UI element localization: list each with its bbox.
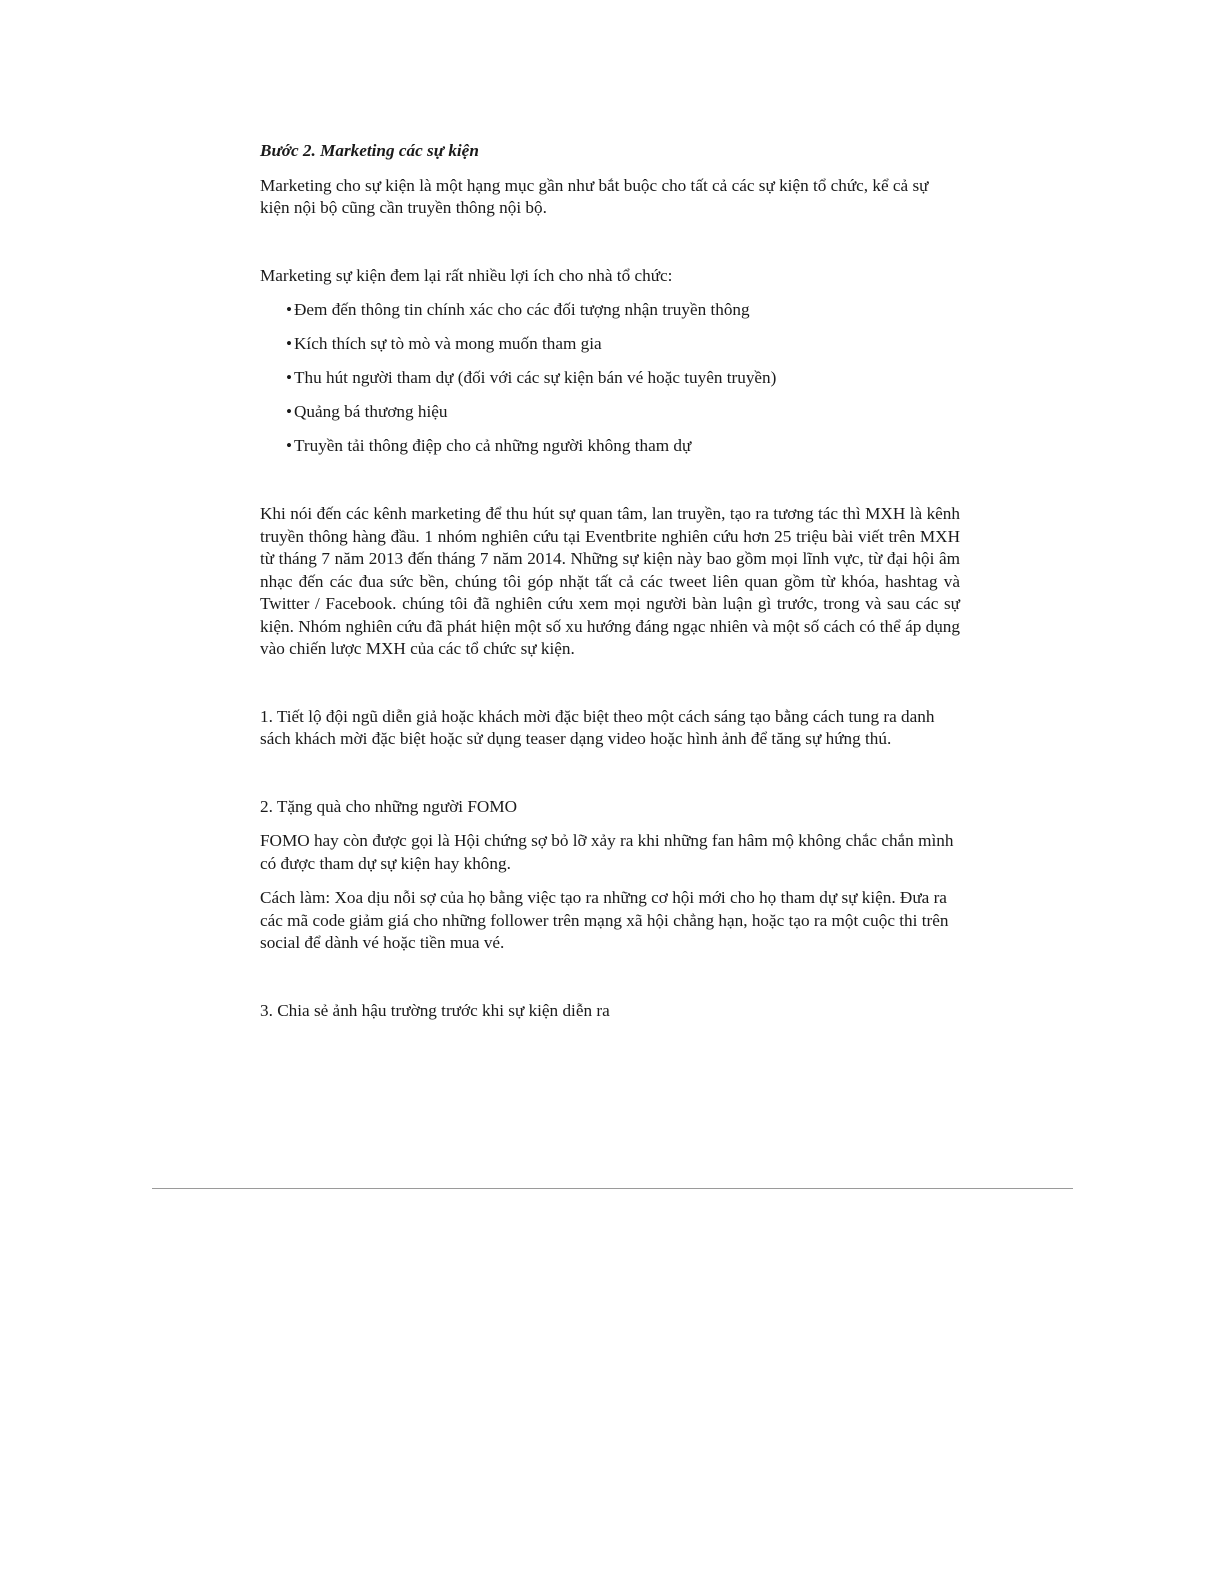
bullet-icon: • (286, 334, 293, 353)
list-item: • Kích thích sự tò mò và mong muốn tham gia (286, 333, 960, 356)
list-item: • Đem đến thông tin chính xác cho các đối tượng nhận truyền thông (286, 299, 960, 322)
bullet-icon: • (286, 402, 293, 421)
list-item: • Thu hút người tham dự (đối với các sự kiện bán vé hoặc tuyên truyền) (286, 367, 960, 390)
bullet-icon: • (286, 368, 293, 387)
bullet-icon: • (286, 300, 293, 319)
tip-2-definition: FOMO hay còn được gọi là Hội chứng sợ bỏ lỡ xảy ra khi những fan hâm mộ không chắc chắn mình có được tham dự sự kiện hay không. (260, 831, 954, 873)
bullet-icon: • (286, 436, 293, 455)
benefits-list (260, 299, 960, 458)
research-paragraph: Khi nói đến các kênh marketing để thu hút sự quan tâm, lan truyền, tạo ra tương tác thì MXH là kênh truyền thông hàng đầu. 1 nhóm nghiên cứu tại Eventbrite nghiên cứu hơn 25 triệu bài viết trên MXH từ tháng 7 năm 2013 đến tháng 7 năm 2014. Những sự kiện này bao gồm mọi lĩnh vực, từ đại hội âm nhạc đến các đua sức bền, chúng tôi góp nhặt tất cả các tweet liên quan gồm từ khóa, hashtag và Twitter / Facebook. chúng tôi đã nghiên cứu xem mọi người bàn luận gì trước, trong và sau các sự kiện. Nhóm nghiên cứu đã phát hiện một số xu hướng đáng ngạc nhiên và một số cách có thể áp dụng vào chiến lược MXH của các tổ chức sự kiện. (260, 504, 960, 658)
intro-paragraph: Marketing cho sự kiện là một hạng mục gần như bắt buộc cho tất cả các sự kiện tổ chức, kể cả sự kiện nội bộ cũng cần truyền thông nội bộ. (260, 175, 929, 217)
page-divider (152, 1188, 1073, 1189)
tip-2-title: 2. Tặng quà cho những người FOMO (260, 796, 518, 816)
tip-1: 1. Tiết lộ đội ngũ diễn giả hoặc khách mời đặc biệt theo một cách sáng tạo bằng cách tung ra danh sách khách mời đặc biệt hoặc sử dụng teaser dạng video hoặc hình ảnh để tăng sự hứng thú. (260, 706, 935, 748)
tip-3-title: 3. Chia sẻ ảnh hậu trường trước khi sự kiện diễn ra (260, 1000, 610, 1020)
list-item: • Quảng bá thương hiệu (286, 401, 960, 424)
page-content (260, 140, 960, 1022)
tip-2-method: Cách làm: Xoa dịu nỗi sợ của họ bằng việc tạo ra những cơ hội mới cho họ tham dự sự kiện. Đưa ra các mã code giảm giá cho những follower trên mạng xã hội chẳng hạn, hoặc tạo ra một cuộc thi trên social để dành vé hoặc tiền mua vé. (260, 888, 949, 952)
list-item: • Truyền tải thông điệp cho cả những người không tham dự (286, 435, 960, 458)
section-heading: Bước 2. Marketing các sự kiện (260, 141, 479, 160)
benefits-intro: Marketing sự kiện đem lại rất nhiều lợi ích cho nhà tổ chức: (260, 265, 673, 285)
